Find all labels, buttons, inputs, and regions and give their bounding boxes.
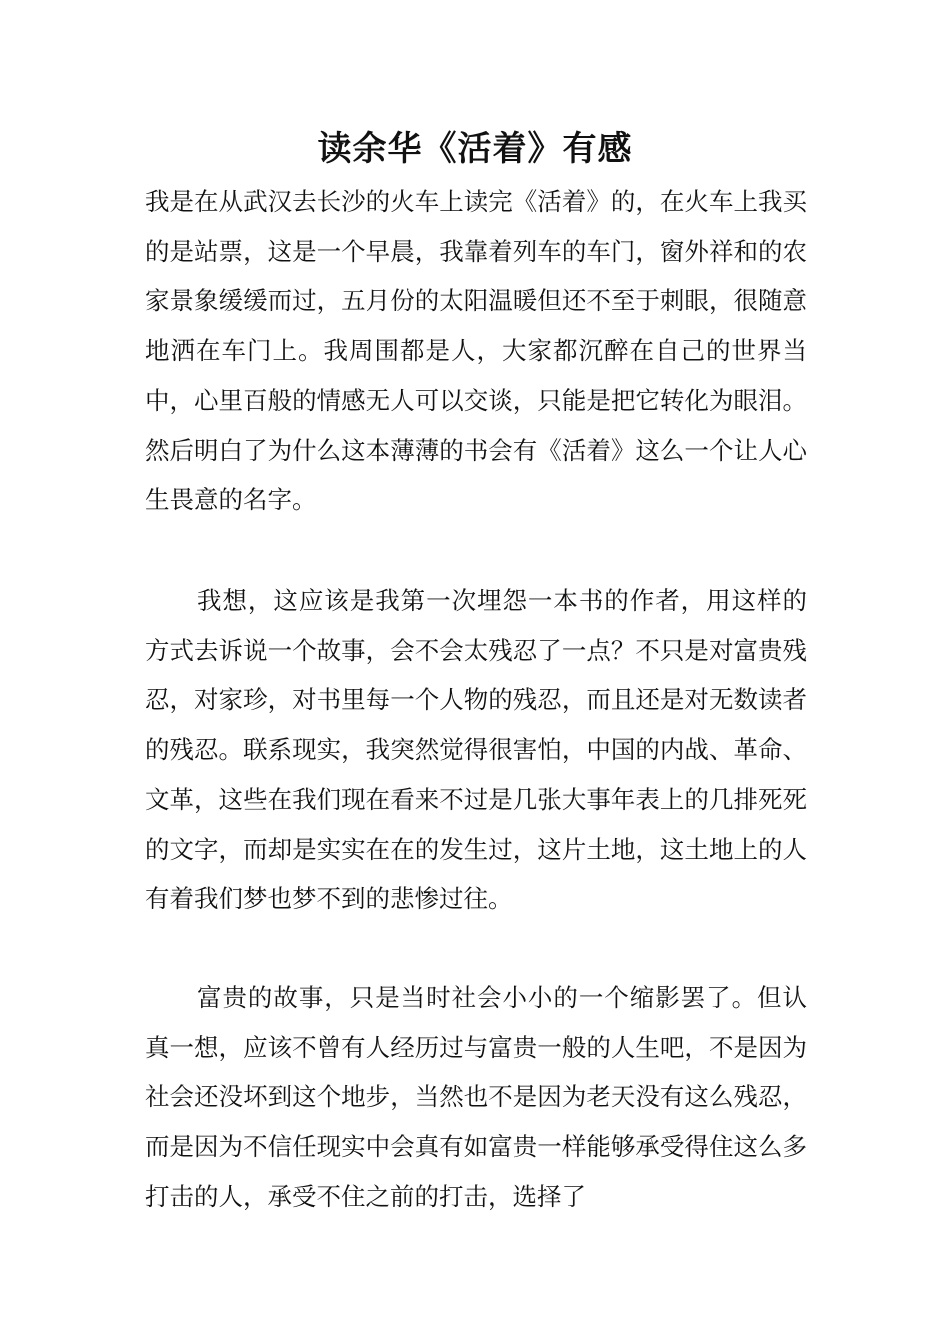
document-title: 读余华《活着》有感	[317, 129, 633, 169]
paragraph-2: 我想，这应该是我第一次埋怨一本书的作者，用这样的方式去诉说一个故事，会不会太残忍了一点？不只是对富贵残忍，对家珍，对书里每一个人物的残忍，而且还是对无数读者的残忍。联系现实，我突然觉得很害怕，中国的内战、革命、文革，这些在我们现在看来不过是几张大事年表上的几排死死的文字，而却是实实在在的发生过，这片土地，这土地上的人有着我们梦也梦不到的悲惨过往。	[145, 586, 807, 914]
paragraph-1: 我是在从武汉去长沙的火车上读完《活着》的，在火车上我买的是站票，这是一个早晨，我靠着列车的车门，窗外祥和的农家景象缓缓而过，五月份的太阳温暖但还不至于刺眼，很随意地洒在车门上。我周围都是人，大家都沉醉在自己的世界当中，心里百般的情感无人可以交谈，只能是把它转化为眼泪。然后明白了为什么这本薄薄的书会有《活着》这么一个让人心生畏意的名字。	[145, 187, 807, 515]
paragraph-3: 富贵的故事，只是当时社会小小的一个缩影罢了。但认真一想，应该不曾有人经历过与富贵一般的人生吧，不是因为社会还没坏到这个地步，当然也不是因为老天没有这么残忍，而是因为不信任现实中会真有如富贵一样能够承受得住这么多打击的人，承受不住之前的打击，选择了	[145, 983, 807, 1211]
